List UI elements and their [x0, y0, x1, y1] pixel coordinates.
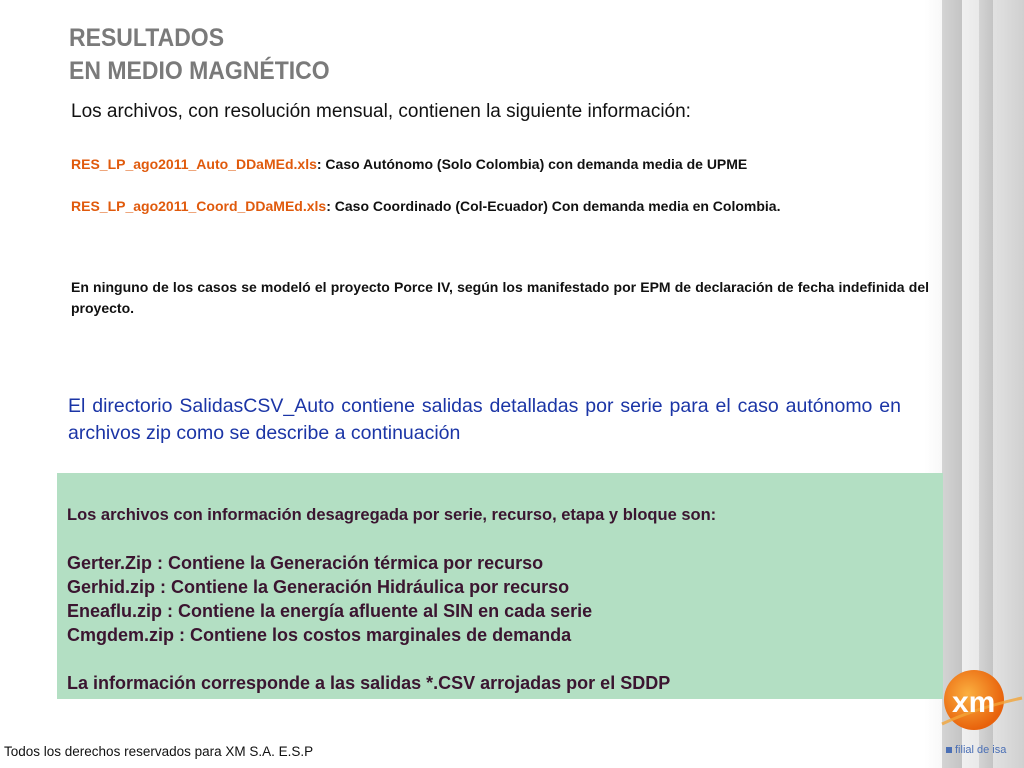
xm-logo-icon	[936, 668, 1024, 738]
file-desc-coord: : Caso Coordinado (Col-Ecuador) Con demanda media en Colombia.	[326, 198, 781, 214]
zip-file-list	[67, 551, 937, 647]
directory-note: El directorio SalidasCSV_Auto contiene salidas detalladas por serie para el caso autónomo en archivos zip como se describe a continuación	[68, 395, 901, 444]
zip-file-item: Eneaflu.zip : Contiene la energía afluente al SIN en cada serie	[67, 601, 593, 621]
file-description-auto	[71, 154, 929, 175]
slide-title	[69, 22, 529, 88]
band-stripe	[942, 0, 962, 768]
square-bullet-icon	[946, 747, 952, 753]
porce-note: En ninguno de los casos se modeló el proyecto Porce IV, según los manifestado por EPM de declaración de fecha indefinida del proyecto.	[71, 279, 929, 316]
tagline	[946, 744, 1024, 756]
band-stripe	[979, 0, 993, 768]
zip-file-item: Gerhid.zip : Contiene la Generación Hidráulica por recurso	[67, 577, 570, 597]
file-name-coord: RES_LP_ago2011_Coord_DDaMEd.xls	[71, 198, 327, 214]
file-description-coord	[71, 196, 929, 217]
zip-files-box	[57, 473, 943, 699]
title-line-1: RESULTADOS	[69, 24, 225, 52]
zip-file-item: Gerter.Zip : Contiene la Generación térmica por recurso	[67, 553, 544, 573]
title-line-2: EN MEDIO MAGNÉTICO	[69, 57, 330, 85]
zip-box-footer: La información corresponde a las salidas *.CSV arrojadas por el SDDP	[67, 673, 671, 693]
copyright-footer: Todos los derechos reservados para XM S.A. E.S.P	[4, 744, 314, 759]
tagline-text: filial de isa	[955, 744, 1007, 756]
intro-text: Los archivos, con resolución mensual, contienen la siguiente información:	[71, 101, 691, 122]
svg-text:xm: xm	[952, 686, 996, 719]
file-name-auto: RES_LP_ago2011_Auto_DDaMEd.xls	[71, 156, 317, 172]
zip-file-item: Cmgdem.zip : Contiene los costos marginales de demanda	[67, 625, 572, 645]
zip-box-heading: Los archivos con información desagregada por serie, recurso, etapa y bloque son:	[67, 506, 717, 524]
file-desc-auto: : Caso Autónomo (Solo Colombia) con demanda media de UPME	[316, 156, 748, 172]
